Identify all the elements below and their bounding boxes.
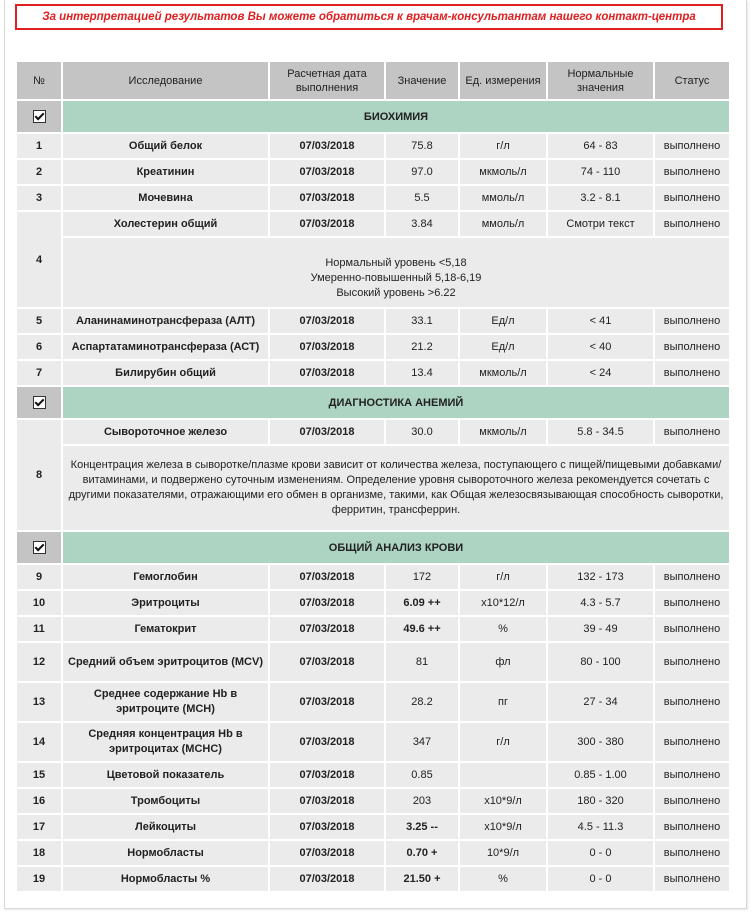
row-value: 3.84 (386, 212, 458, 236)
row-status: выполнено (655, 420, 729, 444)
row-value: 5.5 (386, 186, 458, 210)
row-num: 13 (17, 683, 61, 721)
section-title: БИОХИМИЯ (63, 101, 729, 132)
row-num: 12 (17, 643, 61, 681)
section-title: ДИАГНОСТИКА АНЕМИЙ (63, 387, 729, 418)
row-norm: 64 - 83 (548, 134, 653, 158)
row-value: 28.2 (386, 683, 458, 721)
row-norm: 27 - 34 (548, 683, 653, 721)
row-status: выполнено (655, 841, 729, 865)
row-status: выполнено (655, 160, 729, 184)
row-status: выполнено (655, 134, 729, 158)
col-num: № (17, 62, 61, 99)
row-value: 3.25 -- (386, 815, 458, 839)
table-row (17, 335, 729, 359)
row-value: 97.0 (386, 160, 458, 184)
col-unit: Ед. измерения (460, 62, 546, 99)
table-row (17, 723, 729, 761)
note-row (17, 446, 729, 530)
table-row (17, 212, 729, 236)
row-date: 07/03/2018 (270, 841, 384, 865)
row-note: Концентрация железа в сыворотке/плазме крови зависит от количества железа, поступающего с пищей/пищевыми добавками/витаминами, и подвержено суточным изменениям. Определение уровня сывороточного железа рекомендуется сочетать с другими показателями, отражающими его обмен в организме, такими, как Общая железосвязывающая способность сыворотки, ферритин, трансферрин. (63, 446, 729, 530)
row-norm: Смотри текст (548, 212, 653, 236)
col-value: Значение (386, 62, 458, 99)
note-line: Нормальный уровень <5,18 (325, 257, 467, 269)
row-norm: 4.3 - 5.7 (548, 591, 653, 615)
col-norm: Нормальные значения (548, 62, 653, 99)
row-norm: < 40 (548, 335, 653, 359)
section-row (17, 101, 729, 132)
table-row (17, 420, 729, 444)
row-num: 4 (17, 212, 61, 307)
row-status: выполнено (655, 683, 729, 721)
row-unit: Ед/л (460, 335, 546, 359)
row-date: 07/03/2018 (270, 309, 384, 333)
row-test-name: Общий белок (63, 134, 268, 158)
row-num: 2 (17, 160, 61, 184)
row-date: 07/03/2018 (270, 815, 384, 839)
row-date: 07/03/2018 (270, 867, 384, 891)
col-date: Расчетная дата выполнения (270, 62, 384, 99)
row-value: 21.2 (386, 335, 458, 359)
table-row (17, 815, 729, 839)
row-date: 07/03/2018 (270, 789, 384, 813)
row-unit: мкмоль/л (460, 160, 546, 184)
row-unit: % (460, 617, 546, 641)
row-date: 07/03/2018 (270, 186, 384, 210)
row-date: 07/03/2018 (270, 683, 384, 721)
row-status: выполнено (655, 643, 729, 681)
row-unit: Ед/л (460, 309, 546, 333)
row-num: 15 (17, 763, 61, 787)
row-test-name: Мочевина (63, 186, 268, 210)
row-norm: 39 - 49 (548, 617, 653, 641)
row-status: выполнено (655, 763, 729, 787)
row-test-name: Цветовой показатель (63, 763, 268, 787)
row-date: 07/03/2018 (270, 591, 384, 615)
row-status: выполнено (655, 617, 729, 641)
row-value: 6.09 ++ (386, 591, 458, 615)
table-row (17, 160, 729, 184)
table-row (17, 565, 729, 589)
note-row (17, 238, 729, 307)
row-test-name: Аланинаминотрансфераза (АЛТ) (63, 309, 268, 333)
row-unit: % (460, 867, 546, 891)
note-line: Умеренно-повышенный 5,18-6,19 (310, 272, 482, 284)
row-value: 30.0 (386, 420, 458, 444)
row-status: выполнено (655, 212, 729, 236)
row-date: 07/03/2018 (270, 335, 384, 359)
row-test-name: Аспартатаминотрансфераза (АСТ) (63, 335, 268, 359)
col-test: Исследование (63, 62, 268, 99)
row-num: 1 (17, 134, 61, 158)
row-test-name: Тромбоциты (63, 789, 268, 813)
col-status: Статус (655, 62, 729, 99)
row-unit: г/л (460, 723, 546, 761)
row-unit: фл (460, 643, 546, 681)
row-status: выполнено (655, 361, 729, 385)
table-row (17, 617, 729, 641)
table-row (17, 763, 729, 787)
row-num: 10 (17, 591, 61, 615)
row-status: выполнено (655, 815, 729, 839)
row-unit: мкмоль/л (460, 361, 546, 385)
row-unit: мкмоль/л (460, 420, 546, 444)
row-status: выполнено (655, 723, 729, 761)
row-test-name: Нормобласты (63, 841, 268, 865)
row-norm: < 41 (548, 309, 653, 333)
row-num: 11 (17, 617, 61, 641)
row-norm: 132 - 173 (548, 565, 653, 589)
table-row (17, 134, 729, 158)
results-table (15, 60, 731, 893)
row-unit: ммоль/л (460, 186, 546, 210)
row-norm: 0 - 0 (548, 867, 653, 891)
table-row (17, 841, 729, 865)
row-norm: < 24 (548, 361, 653, 385)
row-value: 75.8 (386, 134, 458, 158)
row-date: 07/03/2018 (270, 160, 384, 184)
section-title: ОБЩИЙ АНАЛИЗ КРОВИ (63, 532, 729, 563)
row-norm: 300 - 380 (548, 723, 653, 761)
row-status: выполнено (655, 565, 729, 589)
row-norm: 3.2 - 8.1 (548, 186, 653, 210)
row-num: 17 (17, 815, 61, 839)
row-date: 07/03/2018 (270, 565, 384, 589)
row-value: 0.85 (386, 763, 458, 787)
row-value: 21.50 + (386, 867, 458, 891)
row-unit: 10*9/л (460, 841, 546, 865)
row-num: 3 (17, 186, 61, 210)
row-unit: x10*9/л (460, 789, 546, 813)
row-date: 07/03/2018 (270, 212, 384, 236)
row-unit: ммоль/л (460, 212, 546, 236)
section-row (17, 387, 729, 418)
header-row (17, 62, 729, 99)
checkbox-checked-icon[interactable] (33, 396, 46, 409)
row-test-name: Билирубин общий (63, 361, 268, 385)
row-norm: 4.5 - 11.3 (548, 815, 653, 839)
row-value: 347 (386, 723, 458, 761)
row-norm: 74 - 110 (548, 160, 653, 184)
row-norm: 180 - 320 (548, 789, 653, 813)
row-test-name: Гемоглобин (63, 565, 268, 589)
row-norm: 0 - 0 (548, 841, 653, 865)
row-status: выполнено (655, 591, 729, 615)
row-test-name: Гематокрит (63, 617, 268, 641)
row-num: 16 (17, 789, 61, 813)
table-row (17, 789, 729, 813)
note-line: Высокий уровень >6.22 (336, 287, 456, 299)
row-status: выполнено (655, 789, 729, 813)
table-row (17, 309, 729, 333)
section-checkbox[interactable] (17, 387, 61, 418)
table-row (17, 591, 729, 615)
row-norm: 0.85 - 1.00 (548, 763, 653, 787)
row-norm: 5.8 - 34.5 (548, 420, 653, 444)
row-value: 0.70 + (386, 841, 458, 865)
row-note (63, 238, 729, 307)
row-test-name: Креатинин (63, 160, 268, 184)
row-num: 7 (17, 361, 61, 385)
row-unit: x10*12/л (460, 591, 546, 615)
row-num: 14 (17, 723, 61, 761)
row-unit: г/л (460, 565, 546, 589)
row-value: 203 (386, 789, 458, 813)
row-date: 07/03/2018 (270, 420, 384, 444)
row-num: 18 (17, 841, 61, 865)
table-row (17, 361, 729, 385)
row-value: 13.4 (386, 361, 458, 385)
row-test-name: Холестерин общий (63, 212, 268, 236)
row-status: выполнено (655, 335, 729, 359)
table-row (17, 186, 729, 210)
row-date: 07/03/2018 (270, 643, 384, 681)
row-test-name: Сывороточное железо (63, 420, 268, 444)
checkbox-checked-icon[interactable] (33, 541, 46, 554)
row-num: 5 (17, 309, 61, 333)
row-status: выполнено (655, 867, 729, 891)
row-value: 33.1 (386, 309, 458, 333)
row-test-name: Средний объем эритроцитов (MCV) (63, 643, 268, 681)
row-unit: пг (460, 683, 546, 721)
row-test-name: Среднее содержание Hb в эритроците (MCH) (63, 683, 268, 721)
consultation-notice: За интерпретацией результатов Вы можете обратиться к врачам-консультантам нашего контакт-центра (15, 4, 723, 30)
row-date: 07/03/2018 (270, 723, 384, 761)
table-row (17, 683, 729, 721)
section-checkbox[interactable] (17, 532, 61, 563)
row-num: 6 (17, 335, 61, 359)
row-status: выполнено (655, 186, 729, 210)
row-test-name: Эритроциты (63, 591, 268, 615)
row-value: 172 (386, 565, 458, 589)
row-date: 07/03/2018 (270, 134, 384, 158)
row-value: 49.6 ++ (386, 617, 458, 641)
table-row (17, 867, 729, 891)
row-unit: x10*9/л (460, 815, 546, 839)
section-checkbox[interactable] (17, 101, 61, 132)
row-num: 8 (17, 420, 61, 530)
row-unit (460, 763, 546, 787)
row-unit: г/л (460, 134, 546, 158)
table-row (17, 643, 729, 681)
checkbox-checked-icon[interactable] (33, 110, 46, 123)
row-status: выполнено (655, 309, 729, 333)
row-test-name: Нормобласты % (63, 867, 268, 891)
section-row (17, 532, 729, 563)
row-num: 19 (17, 867, 61, 891)
row-test-name: Лейкоциты (63, 815, 268, 839)
row-date: 07/03/2018 (270, 763, 384, 787)
row-norm: 80 - 100 (548, 643, 653, 681)
row-date: 07/03/2018 (270, 617, 384, 641)
row-date: 07/03/2018 (270, 361, 384, 385)
row-test-name: Средняя концентрация Hb в эритроцитах (MCHC) (63, 723, 268, 761)
row-value: 81 (386, 643, 458, 681)
row-num: 9 (17, 565, 61, 589)
